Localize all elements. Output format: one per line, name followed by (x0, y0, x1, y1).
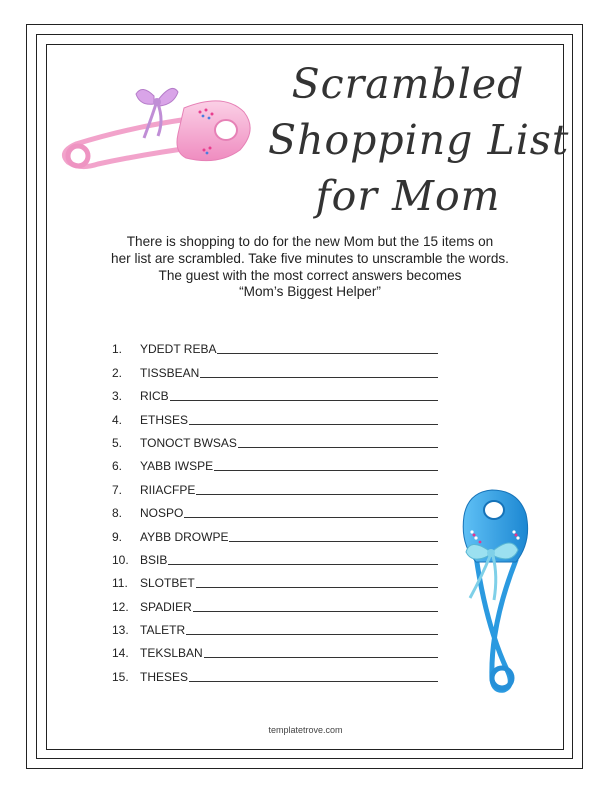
answer-line (196, 493, 438, 495)
list-item (112, 497, 452, 520)
scrambled-word: YABB IWSPE (140, 459, 214, 474)
item-number: 6. (112, 459, 123, 474)
title-line-2: Shopping List (268, 116, 570, 164)
scrambled-word: YDEDT REBA (140, 342, 217, 357)
answer-line (204, 656, 438, 658)
scrambled-word: RIIACFPE (140, 482, 196, 497)
answer-line (238, 446, 438, 448)
scrambled-word: SLOTBET (140, 576, 195, 591)
answer-line (186, 633, 438, 635)
item-number: 14. (112, 646, 129, 661)
list-item (112, 333, 452, 356)
instructions (90, 234, 530, 301)
scrambled-word: TEKSLBAN (140, 646, 203, 661)
list-item (112, 450, 452, 473)
scrambled-word-list (112, 333, 452, 684)
scrambled-word: RICB (140, 389, 169, 404)
scrambled-word: BSIB (140, 552, 168, 567)
list-item (112, 637, 452, 660)
item-number: 5. (112, 435, 123, 450)
answer-line (170, 399, 438, 401)
scrambled-word: TONOCT BWSAS (140, 435, 237, 450)
scrambled-word: THESES (140, 669, 189, 684)
scrambled-word: TALETR (140, 623, 186, 638)
item-number: 4. (112, 412, 123, 427)
item-number: 9. (112, 529, 123, 544)
item-number: 10. (112, 552, 129, 567)
list-item (112, 590, 452, 613)
answer-line (217, 352, 438, 354)
item-number: 8. (112, 506, 123, 521)
answer-line (200, 376, 438, 378)
pink-safety-pin-icon (54, 78, 264, 188)
answer-line (189, 680, 438, 682)
scrambled-word: ETHSES (140, 412, 189, 427)
scrambled-word: NOSPO (140, 506, 184, 521)
list-item (112, 380, 452, 403)
answer-line (193, 610, 438, 612)
scrambled-word: AYBB DROWPE (140, 529, 229, 544)
list-item (112, 427, 452, 450)
blue-safety-pin-icon (446, 486, 546, 698)
answer-line (196, 586, 438, 588)
item-number: 11. (112, 576, 128, 591)
list-item (112, 473, 452, 496)
scrambled-word: SPADIER (140, 599, 192, 614)
list-item (112, 660, 452, 683)
list-item (112, 356, 452, 379)
item-number: 15. (112, 669, 129, 684)
answer-line (184, 516, 438, 518)
list-item (112, 520, 452, 543)
item-number: 1. (112, 342, 123, 357)
answer-line (168, 563, 438, 565)
list-item (112, 567, 452, 590)
instructions-line-4: “Mom’s Biggest Helper” (239, 284, 381, 300)
instructions-line-2: her list are scrambled. Take five minutes to unscramble the words. (111, 250, 509, 266)
list-item (112, 544, 452, 567)
list-item (112, 403, 452, 426)
item-number: 13. (112, 623, 129, 638)
answer-line (229, 540, 438, 542)
instructions-line-3: The guest with the most correct answers becomes (158, 267, 462, 283)
item-number: 3. (112, 389, 123, 404)
item-number: 12. (112, 599, 129, 614)
answer-line (214, 469, 438, 471)
title-line-3: for Mom (315, 172, 501, 220)
scrambled-word: TISSBEAN (140, 365, 200, 380)
page-title (268, 56, 570, 224)
footer-website: templatetrove.com (268, 725, 343, 735)
instructions-line-1: There is shopping to do for the new Mom but the 15 items on (126, 234, 494, 249)
answer-line (189, 423, 438, 425)
item-number: 7. (112, 482, 123, 497)
item-number: 2. (112, 365, 123, 380)
title-line-1: Scrambled (291, 60, 525, 108)
list-item (112, 614, 452, 637)
